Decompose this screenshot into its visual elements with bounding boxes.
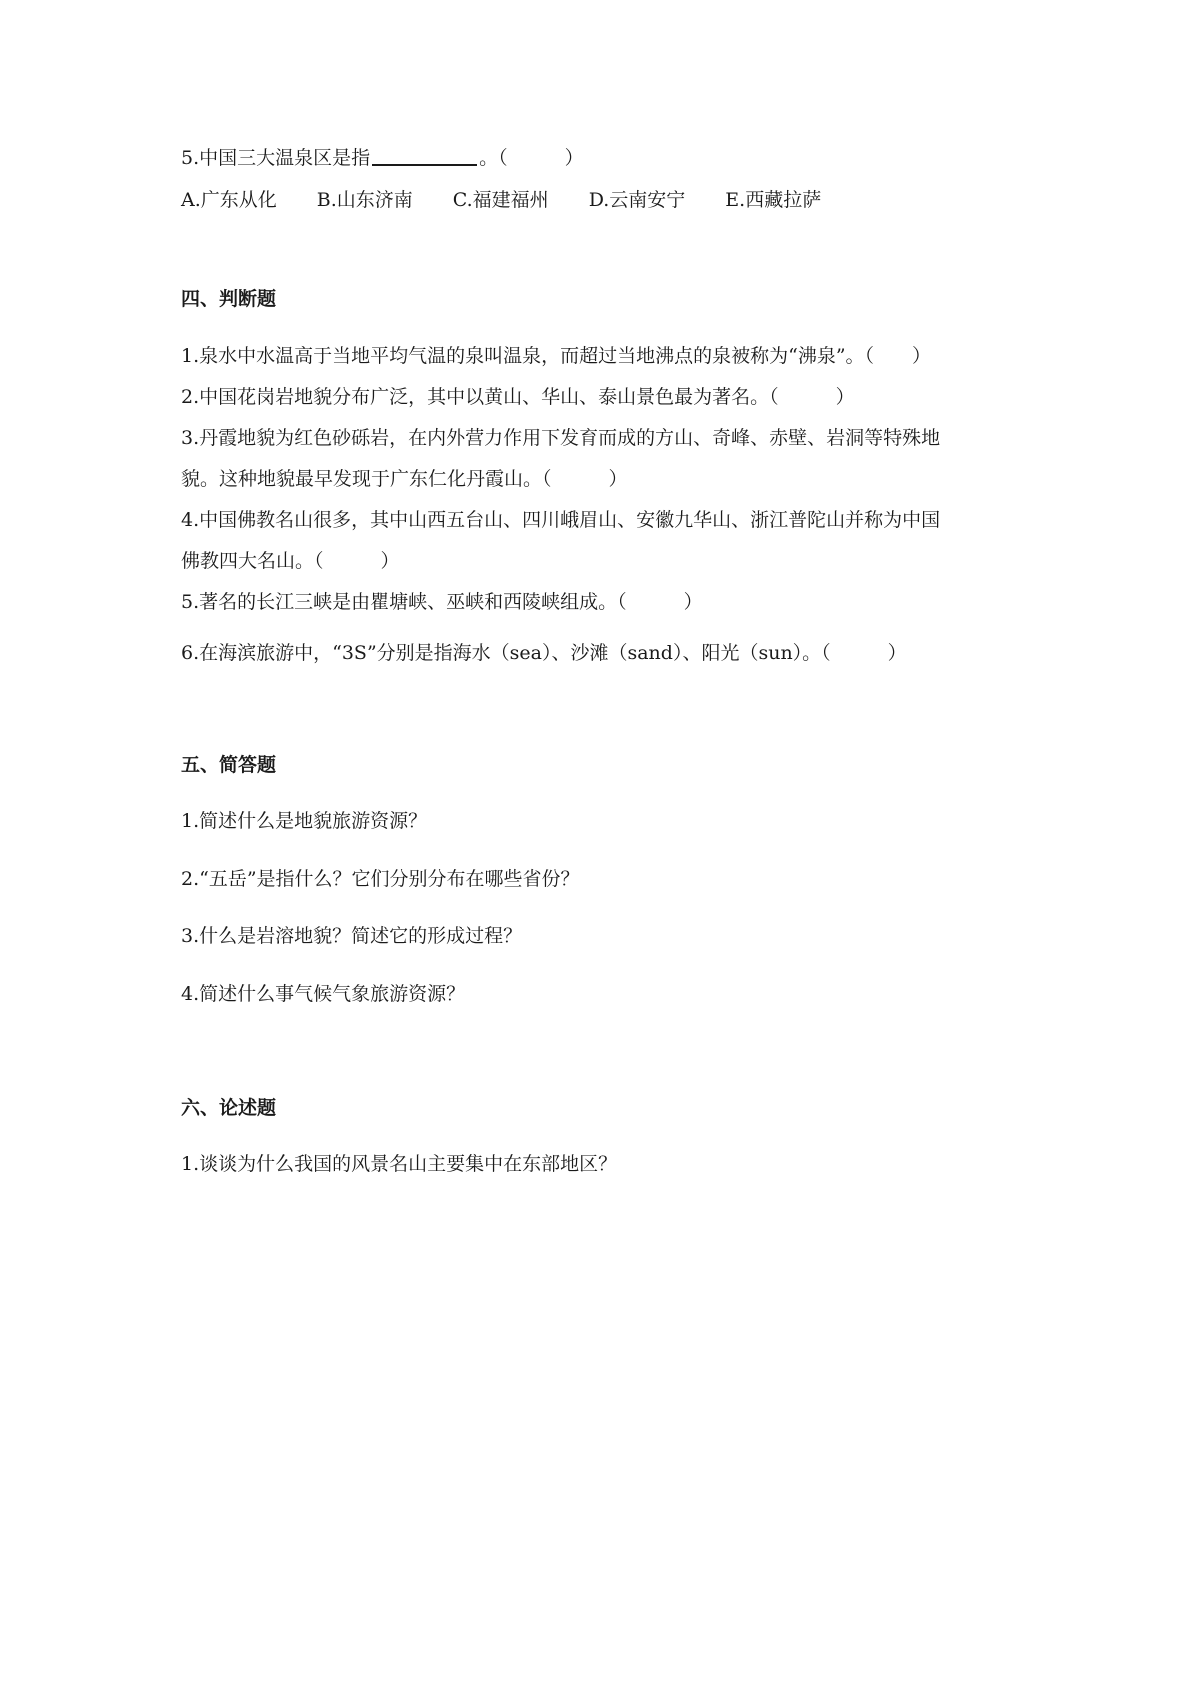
question-5-stem-end: 。（ ） [479, 147, 584, 169]
section-6-item-1: 1.谈谈为什么我国的风景名山主要集中在东部地区？ [181, 1153, 618, 1175]
section-6-title: 六、论述题 [181, 1097, 277, 1119]
section-5-title: 五、简答题 [181, 754, 277, 776]
section-4-item-1: 1.泉水中水温高于当地平均气温的泉叫温泉，而超过当地沸点的泉被称为“沸泉”。（ ） [181, 345, 932, 367]
option-d: D.云南安宁 [588, 189, 686, 211]
question-5-options [181, 187, 821, 213]
section-4-item-4-line-2: 佛教四大名山。（ ） [181, 550, 400, 572]
section-4-item-6: 6.在海滨旅游中，“3S”分别是指海水（sea）、沙滩（sand）、阳光（sun）。（ ） [181, 642, 907, 664]
option-e: E.西藏拉萨 [725, 189, 822, 211]
section-4-item-3-line-1: 3.丹霞地貌为红色砂砾岩，在内外营力作用下发育而成的方山、奇峰、赤壁、岩洞等特殊地 [181, 427, 941, 449]
section-5-item-2: 2.“五岳”是指什么？它们分别分布在哪些省份？ [181, 868, 580, 890]
option-c: C.福建福州 [452, 189, 549, 211]
question-5-stem-text: 5.中国三大温泉区是指 [181, 147, 371, 169]
section-5-item-4: 4.简述什么事气候气象旅游资源？ [181, 983, 466, 1005]
section-5-item-3: 3.什么是岩溶地貌？简述它的形成过程？ [181, 925, 523, 947]
section-4-item-5: 5.著名的长江三峡是由瞿塘峡、巫峡和西陵峡组成。（ ） [181, 591, 703, 613]
answer-blank [372, 146, 477, 166]
section-4-item-2: 2.中国花岗岩地貌分布广泛，其中以黄山、华山、泰山景色最为著名。（ ） [181, 386, 855, 408]
question-5-stem [181, 145, 584, 171]
option-b: B.山东济南 [316, 189, 413, 211]
section-5-item-1: 1.简述什么是地貌旅游资源？ [181, 810, 428, 832]
option-a: A.广东从化 [181, 189, 277, 211]
section-4-item-4-line-1: 4.中国佛教名山很多，其中山西五台山、四川峨眉山、安徽九华山、浙江普陀山并称为中国 [181, 509, 941, 531]
section-4-item-3-line-2: 貌。这种地貌最早发现于广东仁化丹霞山。（ ） [181, 468, 628, 490]
section-4-title: 四、判断题 [181, 288, 277, 310]
